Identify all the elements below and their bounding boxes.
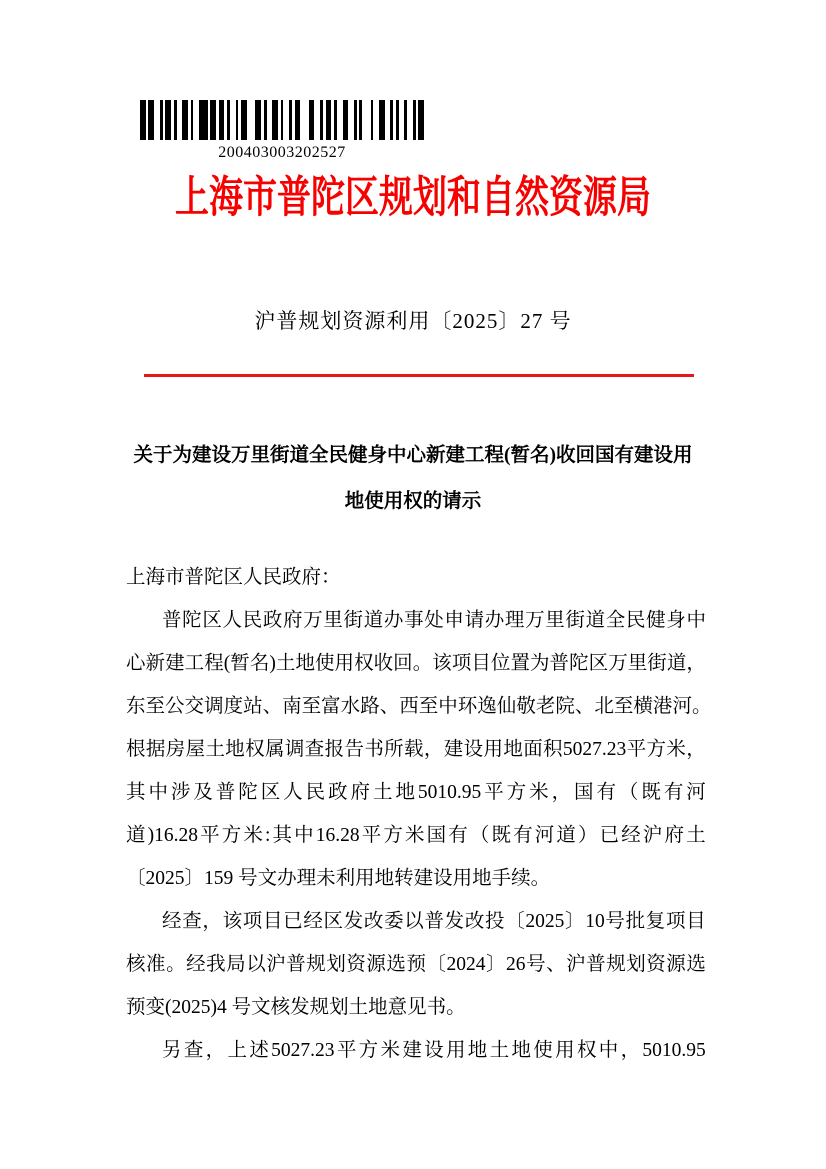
body-line: 其 中 涉 及 普 陀 区 人 民 政 府 土 地 5010.95 平 方 米 ， 国 有 （ 既 有 河 [126, 782, 706, 803]
red-divider-line [144, 374, 694, 377]
body-line: 预变(2025)4 号文核发规划土地意见书。 [126, 997, 466, 1018]
body-line: 〔2025〕159 号文办理未利用地转建设用地手续。 [126, 868, 551, 889]
body-line: 道 )16.28 平 方 米 : 其 中 16.28 平 方 米 国 有 （ 既 有 河 道 ） 已 经 沪 府 土 [126, 825, 706, 846]
issuer-title: 上海市普陀区规划和自然资源局 [175, 174, 651, 223]
body-line: 心 新 建 工 程 ( 暂 名 ) 土 地 使 用 权 收 回 。 该 项 目 位 置 为 普 陀 区 万 里 街 道 ， [126, 653, 706, 674]
body-line: 东 至 公 交 调 度 站 、 南 至 富 水 路 、 西 至 中 环 逸 仙 敬 老 院 、 北 至 横 港 河 。 [126, 696, 712, 717]
body-line: 普 陀 区 人 民 政 府 万 里 街 道 办 事 处 申 请 办 理 万 里 街 道 全 民 健 身 中 [162, 610, 706, 631]
body-line: 核 准 。 经 我 局 以 沪 普 规 划 资 源 选 预 〔 2024 〕 26 号 、 沪 普 规 划 资 源 选 [126, 954, 706, 975]
document-title-line-2: 地使用权的请示 [344, 491, 482, 512]
document-body [126, 556, 712, 1072]
barcode-bars [140, 100, 424, 140]
doc-reference-number: 沪普规划资源利用〔2025〕27 号 [254, 309, 572, 333]
body-line: 经 查 ， 该 项 目 已 经 区 发 改 委 以 普 发 改 投 〔 2025 〕 10 号 批 复 项 目 [162, 911, 706, 932]
body-line: 另 查 ， 上 述 5027.23 平 方 米 建 设 用 地 土 地 使 用 权 中 ， 5010.95 [162, 1040, 706, 1061]
document-title [60, 433, 766, 525]
body-line-salutation: 上海市普陀区人民政府： [126, 567, 341, 588]
body-line: 根 据 房 屋 土 地 权 属 调 查 报 告 书 所 载 ， 建 设 用 地 面 积 5027.23 平 方 米 ， [126, 739, 706, 760]
document-title-line-1: 关于为建设万里街道全民健身中心新建工程(暂名)收回国有建设用 [133, 445, 693, 466]
barcode [140, 100, 424, 162]
barcode-number: 200403003202527 [218, 144, 346, 161]
